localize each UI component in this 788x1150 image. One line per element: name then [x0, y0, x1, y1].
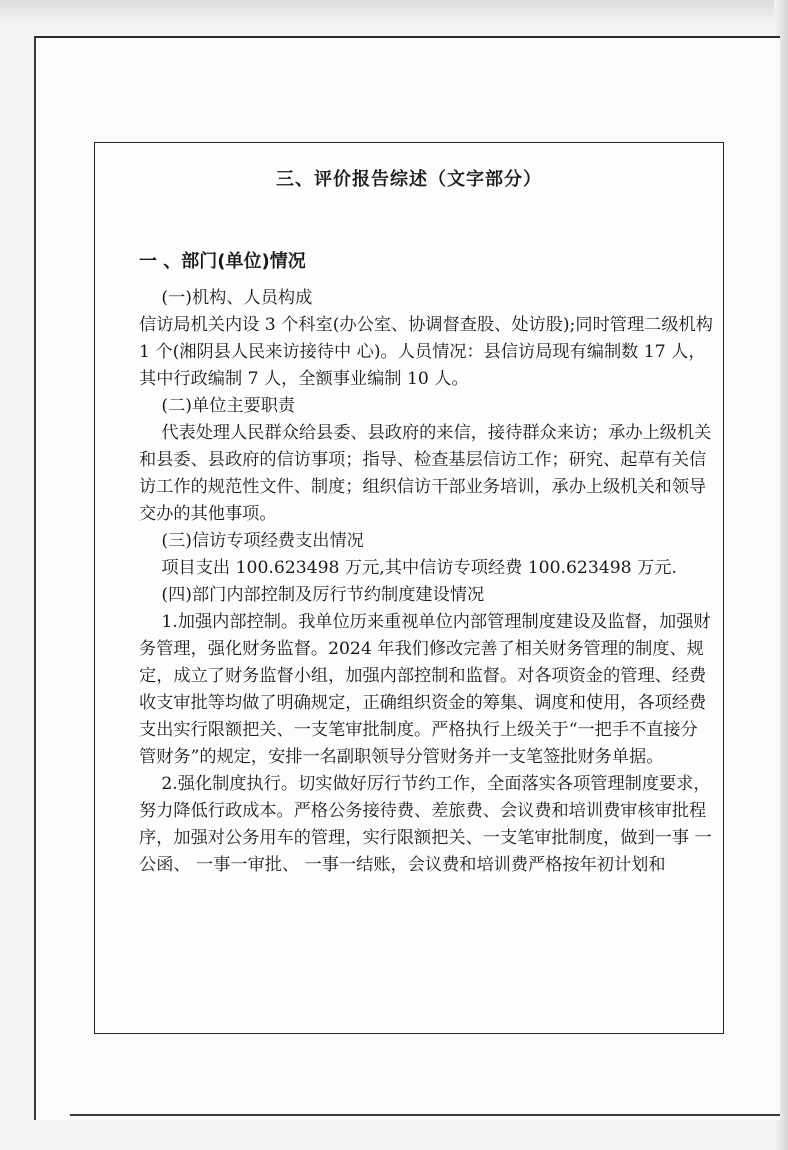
subheading-duties: (二)单位主要职责	[161, 396, 296, 416]
paragraph-expenditure: 项目支出 100.623498 万元,其中信访专项经费 100.623498 万元.	[161, 558, 677, 578]
paragraph-system-execution: 2.强化制度执行。切实做好厉行节约工作，全面落实各项管理制度要求，努力降低行政成本。严格公务接待费、差旅费、会议费和培训费审核审批程序，加强对公务用车的管理，实行限额把关、一支笔审批制度，做到一事 一公函、 一事一审批、 一事一结账，会议费和培训费严格按年初计划和	[139, 774, 712, 875]
report-frame	[94, 142, 724, 1034]
scan-edge-top	[0, 0, 788, 22]
subheading-organization: (一)机构、人员构成	[161, 288, 313, 308]
paragraph-organization: 信访局机关内设 3 个科室(办公室、协调督查股、处访股);同时管理二级机构 1 个(湘阴县人民来访接待中 心)。人员情况：县信访局现有编制数 17 人，其中行政编制 7 人，全额事业编制 10 人。	[139, 315, 713, 389]
section-heading-department: 一 、部门(单位)情况	[139, 251, 306, 272]
report-body	[139, 285, 713, 879]
subheading-expenditure: (三)信访专项经费支出情况	[161, 531, 364, 551]
paragraph-duties: 代表处理人民群众给县委、县政府的来信，接待群众来访；承办上级机关和县委、县政府的信访事项；指导、检查基层信访工作；研究、起草有关信访工作的规范性文件、制度；组织信访干部业务培训，承办上级机关和领导交办的其他事项。	[139, 423, 712, 524]
report-title: 三、评价报告综述（文字部分）	[276, 169, 542, 190]
subheading-internal-control: (四)部门内部控制及厉行节约制度建设情况	[161, 585, 485, 605]
paragraph-internal-control: 1.加强内部控制。我单位历来重视单位内部管理制度建设及监督，加强财务管理，强化财务监督。2024 年我们修改完善了相关财务管理的制度、规定，成立了财务监督小组，加强内部控制和监督。对各项资金的管理、经费收支审批等均做了明确规定，正确组织资金的筹集、调度和使用，各项经费支出实行限额把关、一支笔审批制度。严格执行上级关于“一把手不直接分管财务”的规定，安排一名副职领导分管财务并一支笔签批财务单据。	[139, 612, 711, 767]
page-bottom-rule	[70, 1114, 780, 1116]
document-page	[34, 36, 780, 1120]
